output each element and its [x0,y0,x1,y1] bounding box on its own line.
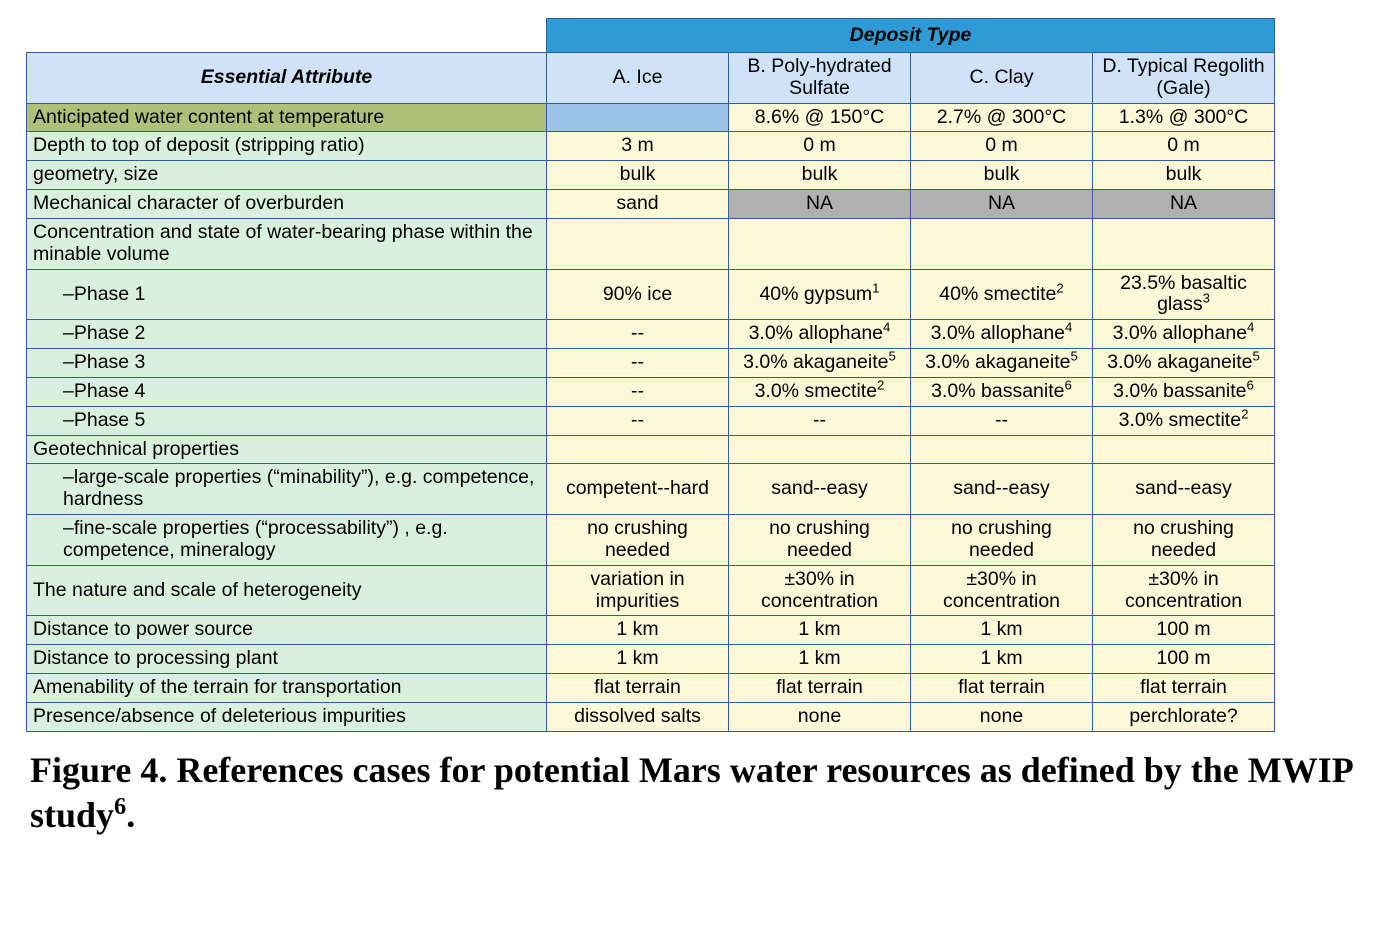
attribute-cell: Mechanical character of overburden [27,190,547,219]
value-footnote-marker: 5 [1252,348,1260,364]
value-cell: perchlorate? [1093,702,1275,731]
value-cell: 1 km [547,645,729,674]
table-body [27,19,1275,732]
column-header-c: C. Clay [911,53,1093,104]
value-cell [729,435,911,464]
value-text: 3.0% allophane [1112,322,1248,345]
value-cell: dissolved salts [547,702,729,731]
column-header-a: A. Ice [547,53,729,104]
table-header-row-columns [27,53,1275,104]
value-cell [911,349,1093,378]
value-cell: -- [547,320,729,349]
value-text: 3.0% akaganeite [1107,351,1253,374]
value-cell: 1 km [729,616,911,645]
table-row [27,218,1275,269]
table-header-row-deposit-type [27,19,1275,53]
value-cell: ±30% in concentration [729,565,911,616]
value-cell [547,435,729,464]
attribute-cell: –Phase 3 [27,349,547,378]
figure-caption-suffix: . [126,794,136,835]
figure-caption [30,748,1360,838]
value-text: 3.0% akaganeite [925,351,1071,374]
attribute-cell: Concentration and state of water-bearing phase within the minable volume [27,218,547,269]
value-cell [1093,377,1275,406]
attribute-cell: –Phase 2 [27,320,547,349]
value-footnote-marker: 4 [1247,319,1255,335]
value-cell: 1 km [911,616,1093,645]
table-row [27,515,1275,566]
value-cell: 1.3% @ 300°C [1093,103,1275,132]
value-cell: variation in impurities [547,565,729,616]
table-row [27,406,1275,435]
value-text: 40% smectite [939,282,1057,305]
column-header-b: B. Poly-hydrated Sulfate [729,53,911,104]
value-cell [1093,435,1275,464]
value-cell: flat terrain [911,674,1093,703]
column-header-d: D. Typical Regolith (Gale) [1093,53,1275,104]
essential-attribute-header: Essential Attribute [27,53,547,104]
attribute-cell: Distance to processing plant [27,645,547,674]
attribute-cell: –Phase 5 [27,406,547,435]
table-row [27,269,1275,320]
attribute-cell: Amenability of the terrain for transportation [27,674,547,703]
value-footnote-marker: 4 [1065,319,1073,335]
value-cell: -- [911,406,1093,435]
value-text: 3.0% smectite [1118,408,1242,431]
value-cell: competent--hard [547,464,729,515]
table-row [27,349,1275,378]
value-cell: sand--easy [729,464,911,515]
value-cell: bulk [547,161,729,190]
deposit-type-header: Deposit Type [547,19,1275,53]
value-text: 3.0% bassanite [931,379,1065,402]
value-cell: -- [547,377,729,406]
attribute-cell: Distance to power source [27,616,547,645]
value-cell: -- [547,349,729,378]
value-cell: no crushing needed [911,515,1093,566]
value-cell: 2.7% @ 300°C [911,103,1093,132]
value-cell [911,320,1093,349]
value-text: 40% gypsum [759,282,873,305]
value-cell: none [911,702,1093,731]
value-footnote-marker: 2 [1056,280,1064,296]
value-cell [729,269,911,320]
table-row [27,702,1275,731]
value-cell: 1 km [911,645,1093,674]
value-cell: bulk [1093,161,1275,190]
value-cell [1093,320,1275,349]
table-row [27,565,1275,616]
attribute-cell: –fine-scale properties (“processability”) , e.g. competence, mineralogy [27,515,547,566]
corner-blank-cell [27,19,547,53]
value-cell: 90% ice [547,269,729,320]
attribute-cell: The nature and scale of heterogeneity [27,565,547,616]
attribute-cell: Depth to top of deposit (stripping ratio) [27,132,547,161]
attribute-cell: geometry, size [27,161,547,190]
value-cell [911,269,1093,320]
value-cell: 8.6% @ 150°C [729,103,911,132]
value-cell: -- [547,406,729,435]
value-cell: 0 m [1093,132,1275,161]
value-cell [1093,349,1275,378]
value-cell: no crushing needed [729,515,911,566]
value-footnote-marker: 6 [1064,377,1072,393]
value-cell: ±30% in concentration [1093,565,1275,616]
value-cell [911,435,1093,464]
value-cell [1093,269,1275,320]
attribute-cell: –Phase 1 [27,269,547,320]
value-text: 3.0% allophane [930,322,1066,345]
value-cell: no crushing needed [1093,515,1275,566]
value-footnote-marker: 2 [1241,406,1249,422]
figure-caption-text: Figure 4. References cases for potential Mars water resources as defined by the MWIP study [30,749,1352,835]
table-row [27,616,1275,645]
value-cell: 100 m [1093,616,1275,645]
value-cell: 3 m [547,132,729,161]
table-row [27,464,1275,515]
value-text: 3.0% allophane [748,322,884,345]
value-cell: sand [547,190,729,219]
value-cell [729,218,911,269]
value-cell: sand--easy [1093,464,1275,515]
value-cell [729,377,911,406]
figure-caption-superscript: 6 [114,792,127,820]
value-cell: flat terrain [1093,674,1275,703]
attribute-cell: Presence/absence of deleterious impurities [27,702,547,731]
value-cell: 1 km [547,616,729,645]
value-cell [547,218,729,269]
value-footnote-marker: 1 [872,280,880,296]
value-cell: no crushing needed [547,515,729,566]
value-footnote-marker: 5 [1070,348,1078,364]
table-row [27,190,1275,219]
value-cell [1093,406,1275,435]
table-row [27,645,1275,674]
value-cell: NA [911,190,1093,219]
table-row [27,320,1275,349]
value-cell [1093,218,1275,269]
attribute-cell: Anticipated water content at temperature [27,103,547,132]
value-footnote-marker: 2 [877,377,885,393]
table-row [27,103,1275,132]
value-cell: NA [729,190,911,219]
attribute-cell: –large-scale properties (“minability”), e.g. competence, hardness [27,464,547,515]
attribute-cell: –Phase 4 [27,377,547,406]
value-footnote-marker: 5 [888,348,896,364]
value-cell: 100 m [1093,645,1275,674]
value-cell [729,320,911,349]
value-cell [547,103,729,132]
value-footnote-marker: 3 [1202,290,1210,306]
value-cell: flat terrain [729,674,911,703]
table-row [27,132,1275,161]
value-cell: bulk [911,161,1093,190]
value-footnote-marker: 6 [1246,377,1254,393]
value-cell: none [729,702,911,731]
table-row [27,377,1275,406]
value-cell: 1 km [729,645,911,674]
value-cell: ±30% in concentration [911,565,1093,616]
table-row [27,161,1275,190]
value-footnote-marker: 4 [883,319,891,335]
value-text: 3.0% bassanite [1113,379,1247,402]
value-cell: bulk [729,161,911,190]
value-text: 3.0% akaganeite [743,351,889,374]
value-cell: NA [1093,190,1275,219]
value-cell: flat terrain [547,674,729,703]
attribute-cell: Geotechnical properties [27,435,547,464]
value-cell [911,218,1093,269]
table-row [27,674,1275,703]
value-cell: sand--easy [911,464,1093,515]
value-cell: 0 m [911,132,1093,161]
value-text: 3.0% smectite [754,379,878,402]
value-cell [911,377,1093,406]
value-cell: 0 m [729,132,911,161]
value-cell [729,349,911,378]
value-cell: -- [729,406,911,435]
value-text: 23.5% basaltic glass [1120,271,1247,316]
mwip-reference-cases-table [26,18,1275,732]
table-row [27,435,1275,464]
